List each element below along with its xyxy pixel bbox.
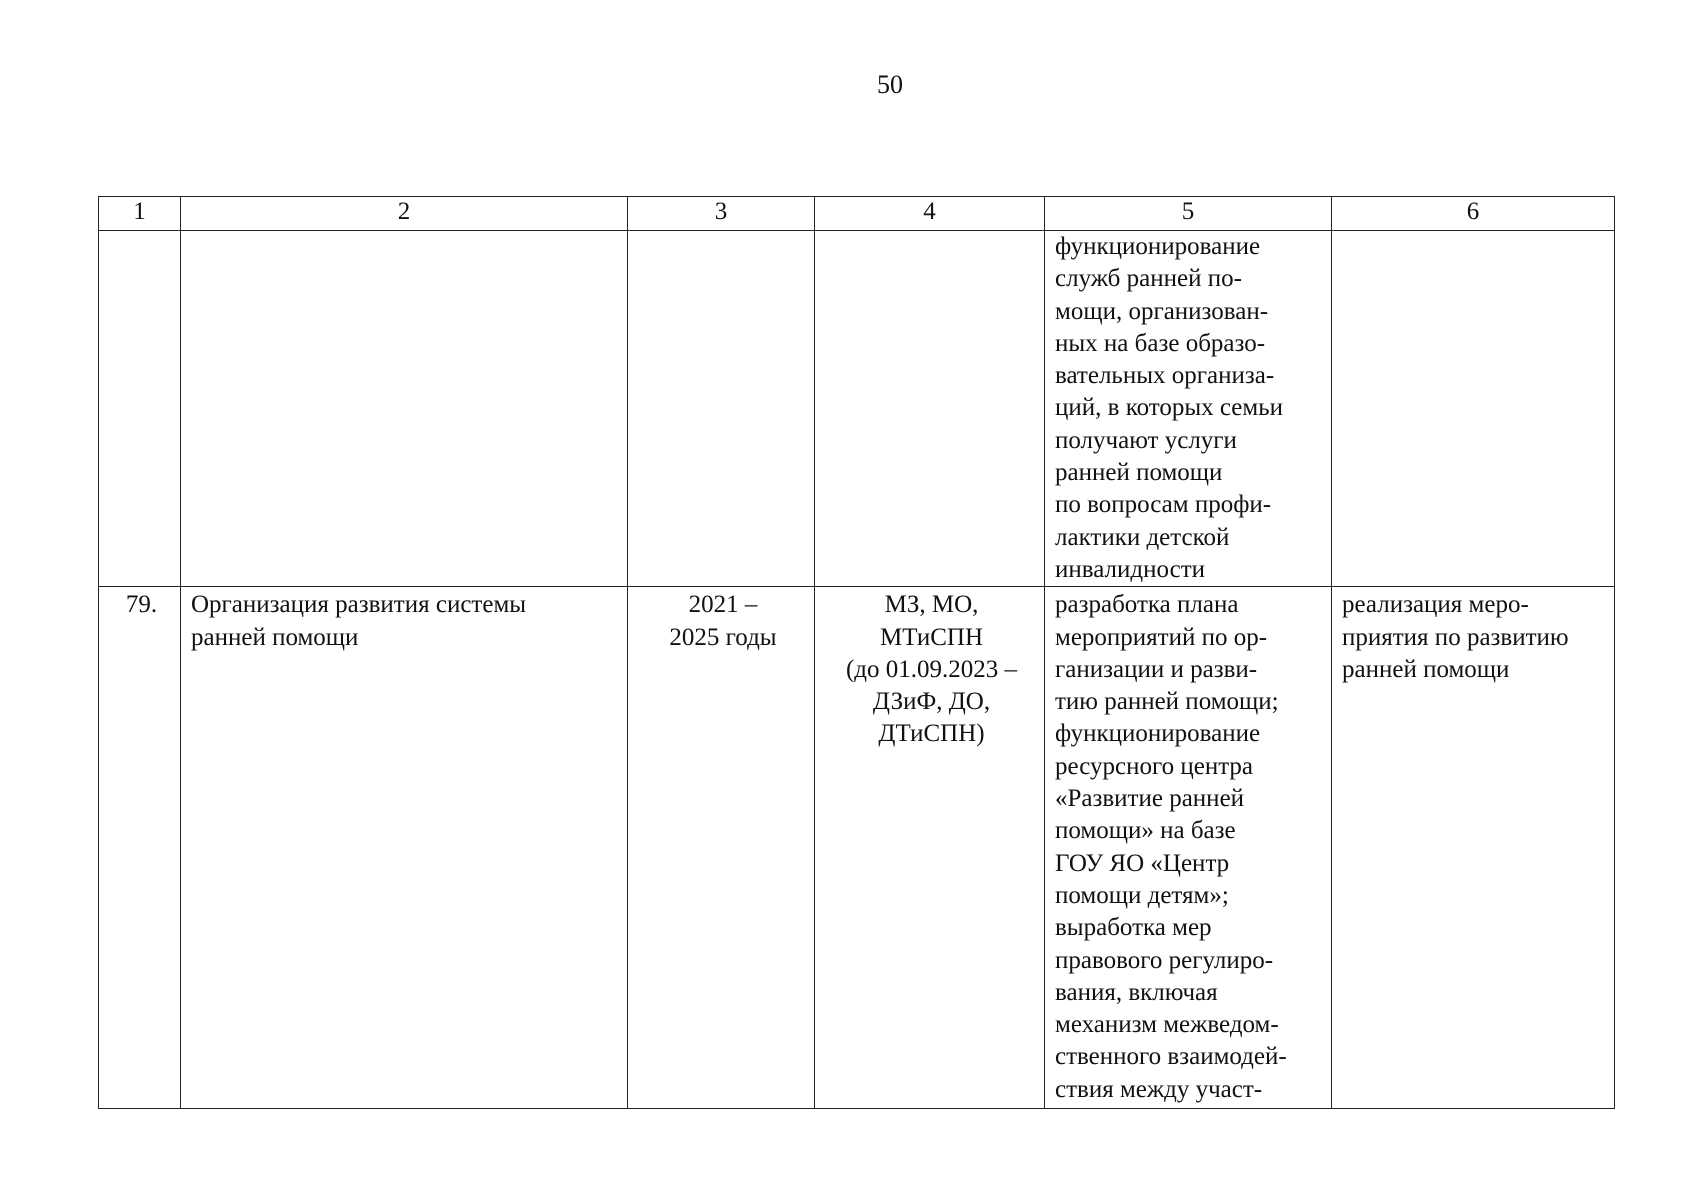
text-line: ствия между участ- (1055, 1075, 1263, 1103)
text-line: ДЗиФ, ДО, (872, 688, 991, 716)
column-header: 4 (815, 197, 1045, 231)
table-cell-period (628, 231, 815, 587)
text-line: ций, в которых семьи (1055, 394, 1283, 422)
table-cell-measures (1045, 587, 1332, 1109)
text-line: вательных организа- (1055, 362, 1275, 390)
text-line: получают услуги (1055, 426, 1237, 454)
measures-table (98, 196, 1615, 1109)
text-line: тию ранней помощи; (1055, 688, 1279, 716)
text-line: правового регулиро- (1055, 946, 1274, 974)
text-line: помощи детям»; (1055, 881, 1229, 909)
text-line: мощи, организован- (1055, 297, 1269, 325)
text-line: ных на базе образо- (1055, 329, 1266, 357)
text-line: выработка мер (1055, 914, 1212, 942)
table-cell-number: 79. (99, 587, 181, 1109)
text-line: ресурсного центра (1055, 752, 1254, 780)
text-line: 2025 годы (669, 623, 777, 651)
text-line: ранней помощи (191, 623, 359, 651)
text-line: служб ранней по- (1055, 265, 1242, 293)
column-header: 2 (181, 197, 628, 231)
text-line: «Развитие ранней (1055, 785, 1245, 813)
text-line: вания, включая (1055, 978, 1218, 1006)
text-line: МТиСПН (879, 623, 984, 651)
text-line: ственного взаимодей- (1055, 1043, 1287, 1071)
table-cell-result (1332, 587, 1615, 1109)
text-line: ранней помощи (1055, 459, 1223, 487)
page-number: 50 (877, 70, 903, 99)
text-line: (до 01.09.2023 – (845, 655, 1018, 683)
text-line: ГОУ ЯО «Центр (1055, 849, 1230, 877)
table-row-79 (99, 587, 1615, 1109)
table-cell-number (99, 231, 181, 587)
table-cell-name (181, 587, 628, 1109)
text-line: Организация развития системы (191, 591, 527, 619)
text-line: приятия по развитию (1342, 623, 1569, 651)
text-line: ДТиСПН) (878, 720, 985, 748)
table-cell-period (628, 587, 815, 1109)
text-line: лактики детской (1055, 523, 1230, 551)
column-header: 1 (99, 197, 181, 231)
column-header: 3 (628, 197, 815, 231)
table-cell-executors (815, 231, 1045, 587)
table-cell-executors (815, 587, 1045, 1109)
column-header: 5 (1045, 197, 1332, 231)
text-line: функционирование (1055, 720, 1261, 748)
table-cell-measures (1045, 231, 1332, 587)
text-line: разработка плана (1055, 591, 1239, 619)
text-line: помощи» на базе (1055, 817, 1236, 845)
text-line: 2021 – (688, 591, 758, 619)
text-line: механизм межведом- (1055, 1011, 1279, 1039)
table-cell-name (181, 231, 628, 587)
table-row-continuation (99, 231, 1615, 587)
table-header-row (99, 197, 1615, 231)
text-line: функционирование (1055, 233, 1261, 260)
text-line: реализация меро- (1342, 591, 1529, 619)
column-header: 6 (1332, 197, 1615, 231)
text-line: инвалидности (1055, 555, 1206, 583)
text-line: мероприятий по ор- (1055, 623, 1268, 651)
text-line: ранней помощи (1342, 655, 1510, 683)
text-line: МЗ, МО, (884, 591, 979, 619)
text-line: ганизации и разви- (1055, 655, 1258, 683)
table-cell-result (1332, 231, 1615, 587)
text-line: по вопросам профи- (1055, 491, 1272, 519)
